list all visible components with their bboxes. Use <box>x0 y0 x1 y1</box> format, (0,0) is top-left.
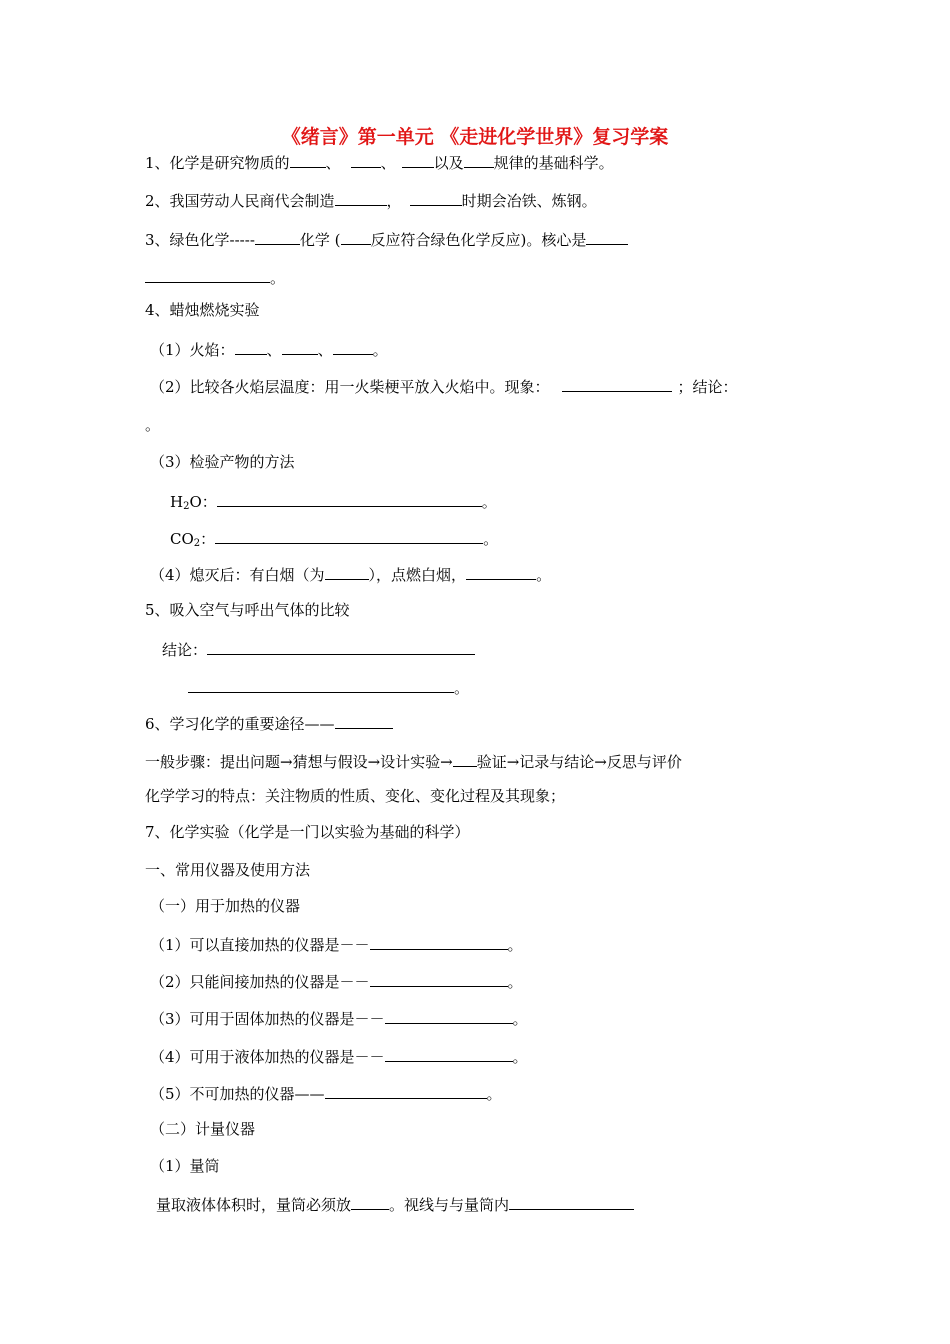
blank[interactable] <box>410 189 462 206</box>
question-4: 4、蜡烛燃烧实验 <box>145 301 260 319</box>
question-7: 7、化学实验（化学是一门以实验为基础的科学） <box>145 823 470 841</box>
question-1: 1、化学是研究物质的 、 、 以及 规律的基础科学。 <box>145 151 614 173</box>
blank[interactable] <box>370 970 508 987</box>
subsection-measuring: （二）计量仪器 <box>150 1120 256 1138</box>
item-4: （4）可用于液体加热的仪器是－－ 。 <box>150 1045 528 1067</box>
conclusion: 结论： <box>162 638 475 660</box>
item-3: （3）可用于固体加热的仪器是－－ 。 <box>150 1007 528 1029</box>
subsection-heating: （一）用于加热的仪器 <box>150 897 301 915</box>
blank[interactable] <box>188 676 454 693</box>
blank[interactable] <box>333 338 373 355</box>
cylinder-usage: 量取液体体积时，量筒必须放 。视线与与量筒内 <box>156 1193 634 1215</box>
blank[interactable] <box>464 151 494 168</box>
blank[interactable] <box>351 151 381 168</box>
question-3-cont: 。 <box>145 266 285 288</box>
blank[interactable] <box>351 1193 389 1210</box>
blank[interactable] <box>255 228 300 245</box>
flame-temperature-end: 。 <box>145 416 161 434</box>
item-1: （1）可以直接加热的仪器是－－ 。 <box>150 933 523 955</box>
blank[interactable] <box>453 750 477 767</box>
blank[interactable] <box>325 563 369 580</box>
blank[interactable] <box>509 1193 634 1210</box>
item-2: （2）只能间接加热的仪器是－－ 。 <box>150 970 523 992</box>
blank[interactable] <box>562 375 672 392</box>
question-3: 3、绿色化学----- 化学 ( 反应符合绿色化学反应)。核心是 <box>145 228 628 250</box>
item-5: （5）不可加热的仪器—— 。 <box>150 1082 502 1104</box>
question-2: 2、我国劳动人民商代会制造 ， 时期会冶铁、炼钢。 <box>145 189 597 211</box>
blank[interactable] <box>341 228 371 245</box>
flame-temperature: （2）比较各火焰层温度：用一火柴梗平放入火焰中。现象： ；结论： <box>150 375 738 397</box>
blank[interactable] <box>370 933 508 950</box>
blank[interactable] <box>335 189 387 206</box>
blank[interactable] <box>385 1045 513 1062</box>
section-1: 一、常用仪器及使用方法 <box>145 861 311 879</box>
blank[interactable] <box>207 638 475 655</box>
blank[interactable] <box>215 527 483 544</box>
product-test-heading: （3）检验产物的方法 <box>150 453 295 471</box>
general-steps: 一般步骤：提出问题→猜想与假设→设计实验→ 验证→记录与结论→反思与评价 <box>145 750 682 772</box>
blank[interactable] <box>466 563 536 580</box>
blank[interactable] <box>145 266 270 283</box>
page-title: 《绪言》第一单元 《走进化学世界》复习学案 <box>281 126 669 148</box>
blank[interactable] <box>385 1007 513 1024</box>
blank[interactable] <box>282 338 318 355</box>
blank[interactable] <box>402 151 434 168</box>
blank[interactable] <box>335 712 393 729</box>
learning-features: 化学学习的特点：关注物质的性质、变化、变化过程及其现象； <box>145 787 566 805</box>
co2-test: $CO_2$： 。 <box>170 527 498 554</box>
blank[interactable] <box>217 490 482 507</box>
graduated-cylinder: （1）量筒 <box>150 1157 220 1175</box>
blank[interactable] <box>586 228 628 245</box>
question-6: 6、学习化学的重要途径—— <box>145 712 393 734</box>
conclusion-cont: 。 <box>188 676 469 698</box>
h2o-test: $H_2O$： 。 <box>170 490 497 517</box>
blank[interactable] <box>235 338 267 355</box>
blank[interactable] <box>325 1082 487 1099</box>
after-extinguish: （4）熄灭后：有白烟（为 ），点燃白烟， 。 <box>150 563 551 585</box>
question-5: 5、吸入空气与呼出气体的比较 <box>145 601 350 619</box>
blank[interactable] <box>290 151 326 168</box>
flame-parts: （1）火焰： 、 、 。 <box>150 338 388 360</box>
